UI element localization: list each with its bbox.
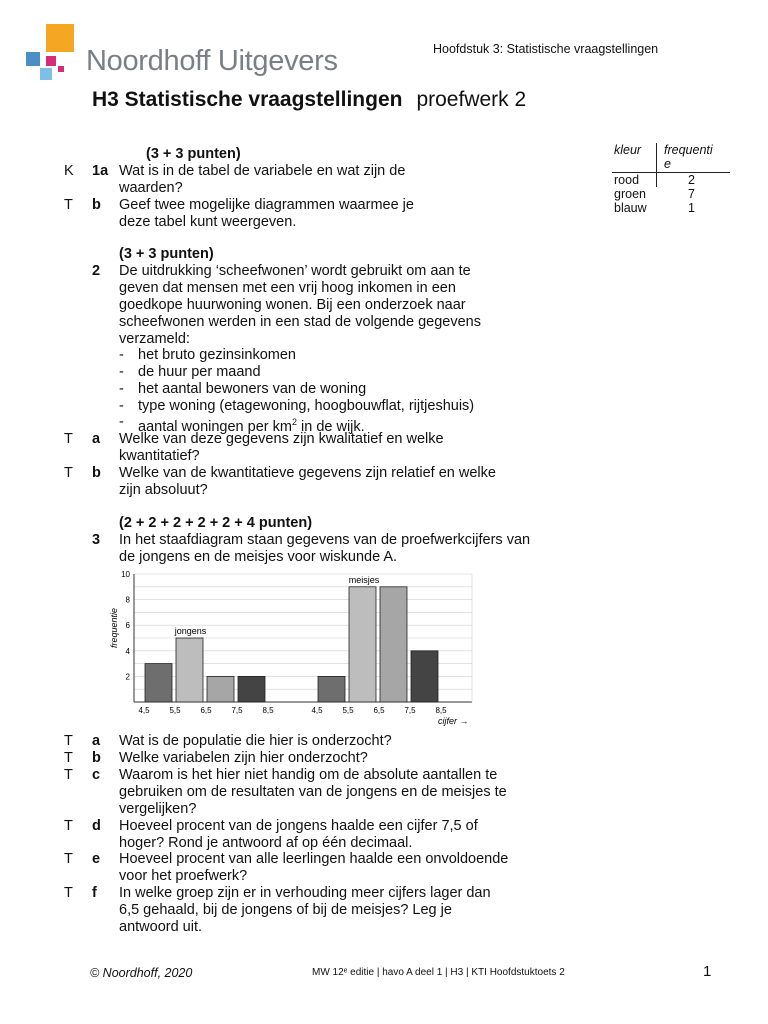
- q3a-tag: T: [64, 733, 73, 749]
- q2a-tag: T: [64, 431, 73, 447]
- bullet-dash: -: [119, 364, 124, 380]
- chart-bar-jongens: [207, 676, 234, 702]
- q2-bullet-last-sup: 2: [291, 417, 297, 427]
- q1-points: (3 + 3 punten): [146, 146, 241, 162]
- table-cell-kleur: blauw: [614, 201, 647, 215]
- q2-bullet-last-a: aantal woningen per km: [138, 418, 292, 435]
- chart-series-label-meisjes: meisjes: [348, 574, 380, 585]
- q3f-text: 6,5 gehaald, bij de jongens of bij de meisjes? Leg je: [119, 902, 452, 918]
- q3c-number: c: [92, 767, 101, 783]
- q2-number: 2: [92, 263, 101, 279]
- q3c-text: Waarom is het hier niet handig om de absolute aantallen te: [119, 767, 498, 783]
- q2-intro: goedkope huurwoning wonen. Bij een onderzoek naar: [119, 297, 466, 313]
- q2-intro: geven dat mensen met een vrij hoog inkomen in een: [119, 280, 456, 296]
- publisher-name: Noordhoff Uitgevers: [86, 45, 338, 77]
- chart-x-axis-label: cijfer →: [438, 716, 469, 726]
- title-sub: proefwerk 2: [416, 88, 527, 111]
- q2b-number: b: [92, 465, 101, 481]
- chart-x-tick-label: 7,5: [404, 706, 416, 715]
- chart-x-tick-label: 4,5: [138, 706, 150, 715]
- q3b-tag: T: [64, 750, 73, 766]
- q2a-text: kwantitatief?: [119, 448, 200, 464]
- q3-intro: In het staafdiagram staan gegevens van de proefwerkcijfers van: [119, 532, 531, 548]
- chart-y-tick-label: 8: [125, 595, 130, 605]
- q3d-text: hoger? Rond je antwoord af op één decimaal.: [119, 835, 413, 851]
- chart-x-tick-label: 5,5: [342, 706, 354, 715]
- table-vertical-rule: [656, 143, 657, 187]
- chart-x-tick-label: 6,5: [200, 706, 212, 715]
- table-header-kleur: kleur: [614, 143, 642, 157]
- q3d-tag: T: [64, 818, 73, 834]
- bullet-dash: -: [119, 381, 124, 397]
- chart-x-tick-label: 4,5: [311, 706, 323, 715]
- q3b-number: b: [92, 750, 101, 766]
- bullet-dash: -: [119, 398, 124, 414]
- q2-bullet: type woning (etagewoning, hoogbouwflat, rijtjeshuis): [138, 398, 475, 414]
- q2-bullet: het bruto gezinsinkomen: [138, 347, 296, 363]
- q3-points: (2 + 2 + 2 + 2 + 2 + 4 punten): [119, 515, 313, 531]
- chapter-heading: Hoofdstuk 3: Statistische vraagstellingen: [433, 42, 659, 56]
- q2-intro: verzameld:: [119, 331, 190, 347]
- q2-points: (3 + 3 punten): [119, 246, 214, 262]
- table-cell-freq: 1: [688, 201, 695, 215]
- q1b-number: b: [92, 197, 101, 213]
- table-header-frequentie-wrap: e: [664, 157, 671, 171]
- q3f-number: f: [92, 885, 97, 901]
- publisher-logo-icon: [26, 24, 76, 80]
- chart-x-tick-label: 8,5: [435, 706, 447, 715]
- q2a-text: Welke van deze gegevens zijn kwalitatief en welke: [119, 431, 444, 447]
- table-cell-freq: 7: [688, 187, 695, 201]
- q2b-tag: T: [64, 465, 73, 481]
- chart-bar-jongens: [176, 638, 203, 702]
- q3b-text: Welke variabelen zijn hier onderzocht?: [119, 750, 368, 766]
- chart-y-tick-label: 2: [125, 672, 130, 682]
- q3e-tag: T: [64, 851, 73, 867]
- grades-bar-chart: [108, 568, 478, 728]
- chart-y-tick-label: 6: [125, 621, 130, 631]
- q3-number: 3: [92, 532, 101, 548]
- q2-intro: scheefwonen werden in een stad de volgende gegevens: [119, 314, 481, 330]
- page-number: 1: [703, 963, 712, 980]
- title-bold: H3 Statistische vraagstellingen: [92, 88, 403, 111]
- bullet-dash: -: [119, 414, 124, 430]
- q1a-number: 1a: [92, 163, 109, 179]
- footer-edition: MW 12ᵉ editie | havo A deel 1 | H3 | KTI Hoofdstuktoets 2: [312, 967, 565, 978]
- q2-intro: De uitdrukking ‘scheefwonen’ wordt gebruikt om aan te: [119, 263, 471, 279]
- q1a-text: waarden?: [119, 180, 183, 196]
- chart-x-tick-label: 5,5: [169, 706, 181, 715]
- chart-bar-meisjes: [349, 587, 376, 702]
- chart-bar-jongens: [145, 664, 172, 702]
- q3f-tag: T: [64, 885, 73, 901]
- table-cell-kleur: groen: [614, 187, 646, 201]
- q2-bullet-last-b: in de wijk.: [296, 418, 365, 435]
- chart-bar-meisjes: [411, 651, 438, 702]
- q2-bullet: het aantal bewoners van de woning: [138, 381, 367, 397]
- chart-series-label-jongens: jongens: [174, 626, 207, 636]
- q3c-tag: T: [64, 767, 73, 783]
- footer-copyright: © Noordhoff, 2020: [90, 966, 193, 980]
- chart-bar-meisjes: [318, 676, 345, 702]
- q2b-text: Welke van de kwantitatieve gegevens zijn relatief en welke: [119, 465, 496, 481]
- q3d-text: Hoeveel procent van de jongens haalde een cijfer 7,5 of: [119, 818, 478, 834]
- chart-x-tick-label: 7,5: [231, 706, 243, 715]
- q3a-text: Wat is de populatie die hier is onderzocht?: [119, 733, 392, 749]
- q3e-number: e: [92, 851, 101, 867]
- chart-bar-meisjes: [380, 587, 407, 702]
- q2a-number: a: [92, 431, 101, 447]
- chart-y-tick-label: 10: [121, 570, 130, 579]
- q2-bullet: de huur per maand: [138, 364, 261, 380]
- q3e-text: voor het proefwerk?: [119, 868, 248, 884]
- q3e-text: Hoeveel procent van alle leerlingen haalde een onvoldoende: [119, 851, 509, 867]
- chart-bar-jongens: [238, 676, 265, 702]
- q1b-tag: T: [64, 197, 73, 213]
- q3c-text: gebruiken om de resultaten van de jongens en de meisjes te: [119, 784, 507, 800]
- q3-intro: de jongens en de meisjes voor wiskunde A.: [119, 549, 398, 565]
- q3c-text: vergelijken?: [119, 801, 197, 817]
- q2b-text: zijn absoluut?: [119, 482, 208, 498]
- q3d-number: d: [92, 818, 101, 834]
- q3a-number: a: [92, 733, 101, 749]
- table-cell-freq: 2: [688, 173, 695, 187]
- table-header-frequentie: frequenti: [664, 143, 713, 157]
- chart-x-tick-label: 6,5: [373, 706, 385, 715]
- q1b-text: Geef twee mogelijke diagrammen waarmee je: [119, 197, 414, 213]
- chart-y-tick-label: 4: [125, 646, 130, 656]
- q1a-tag: K: [64, 163, 74, 179]
- q3f-text: In welke groep zijn er in verhouding meer cijfers lager dan: [119, 885, 491, 901]
- chart-y-axis-label: frequentie: [109, 607, 119, 649]
- q1b-text: deze tabel kunt weergeven.: [119, 214, 297, 230]
- q1a-text: Wat is in de tabel de variabele en wat zijn de: [119, 163, 406, 179]
- bullet-dash: -: [119, 347, 124, 363]
- q3f-text: antwoord uit.: [119, 919, 203, 935]
- page-title: [92, 88, 526, 112]
- table-cell-kleur: rood: [614, 173, 640, 187]
- chart-x-tick-label: 8,5: [262, 706, 274, 715]
